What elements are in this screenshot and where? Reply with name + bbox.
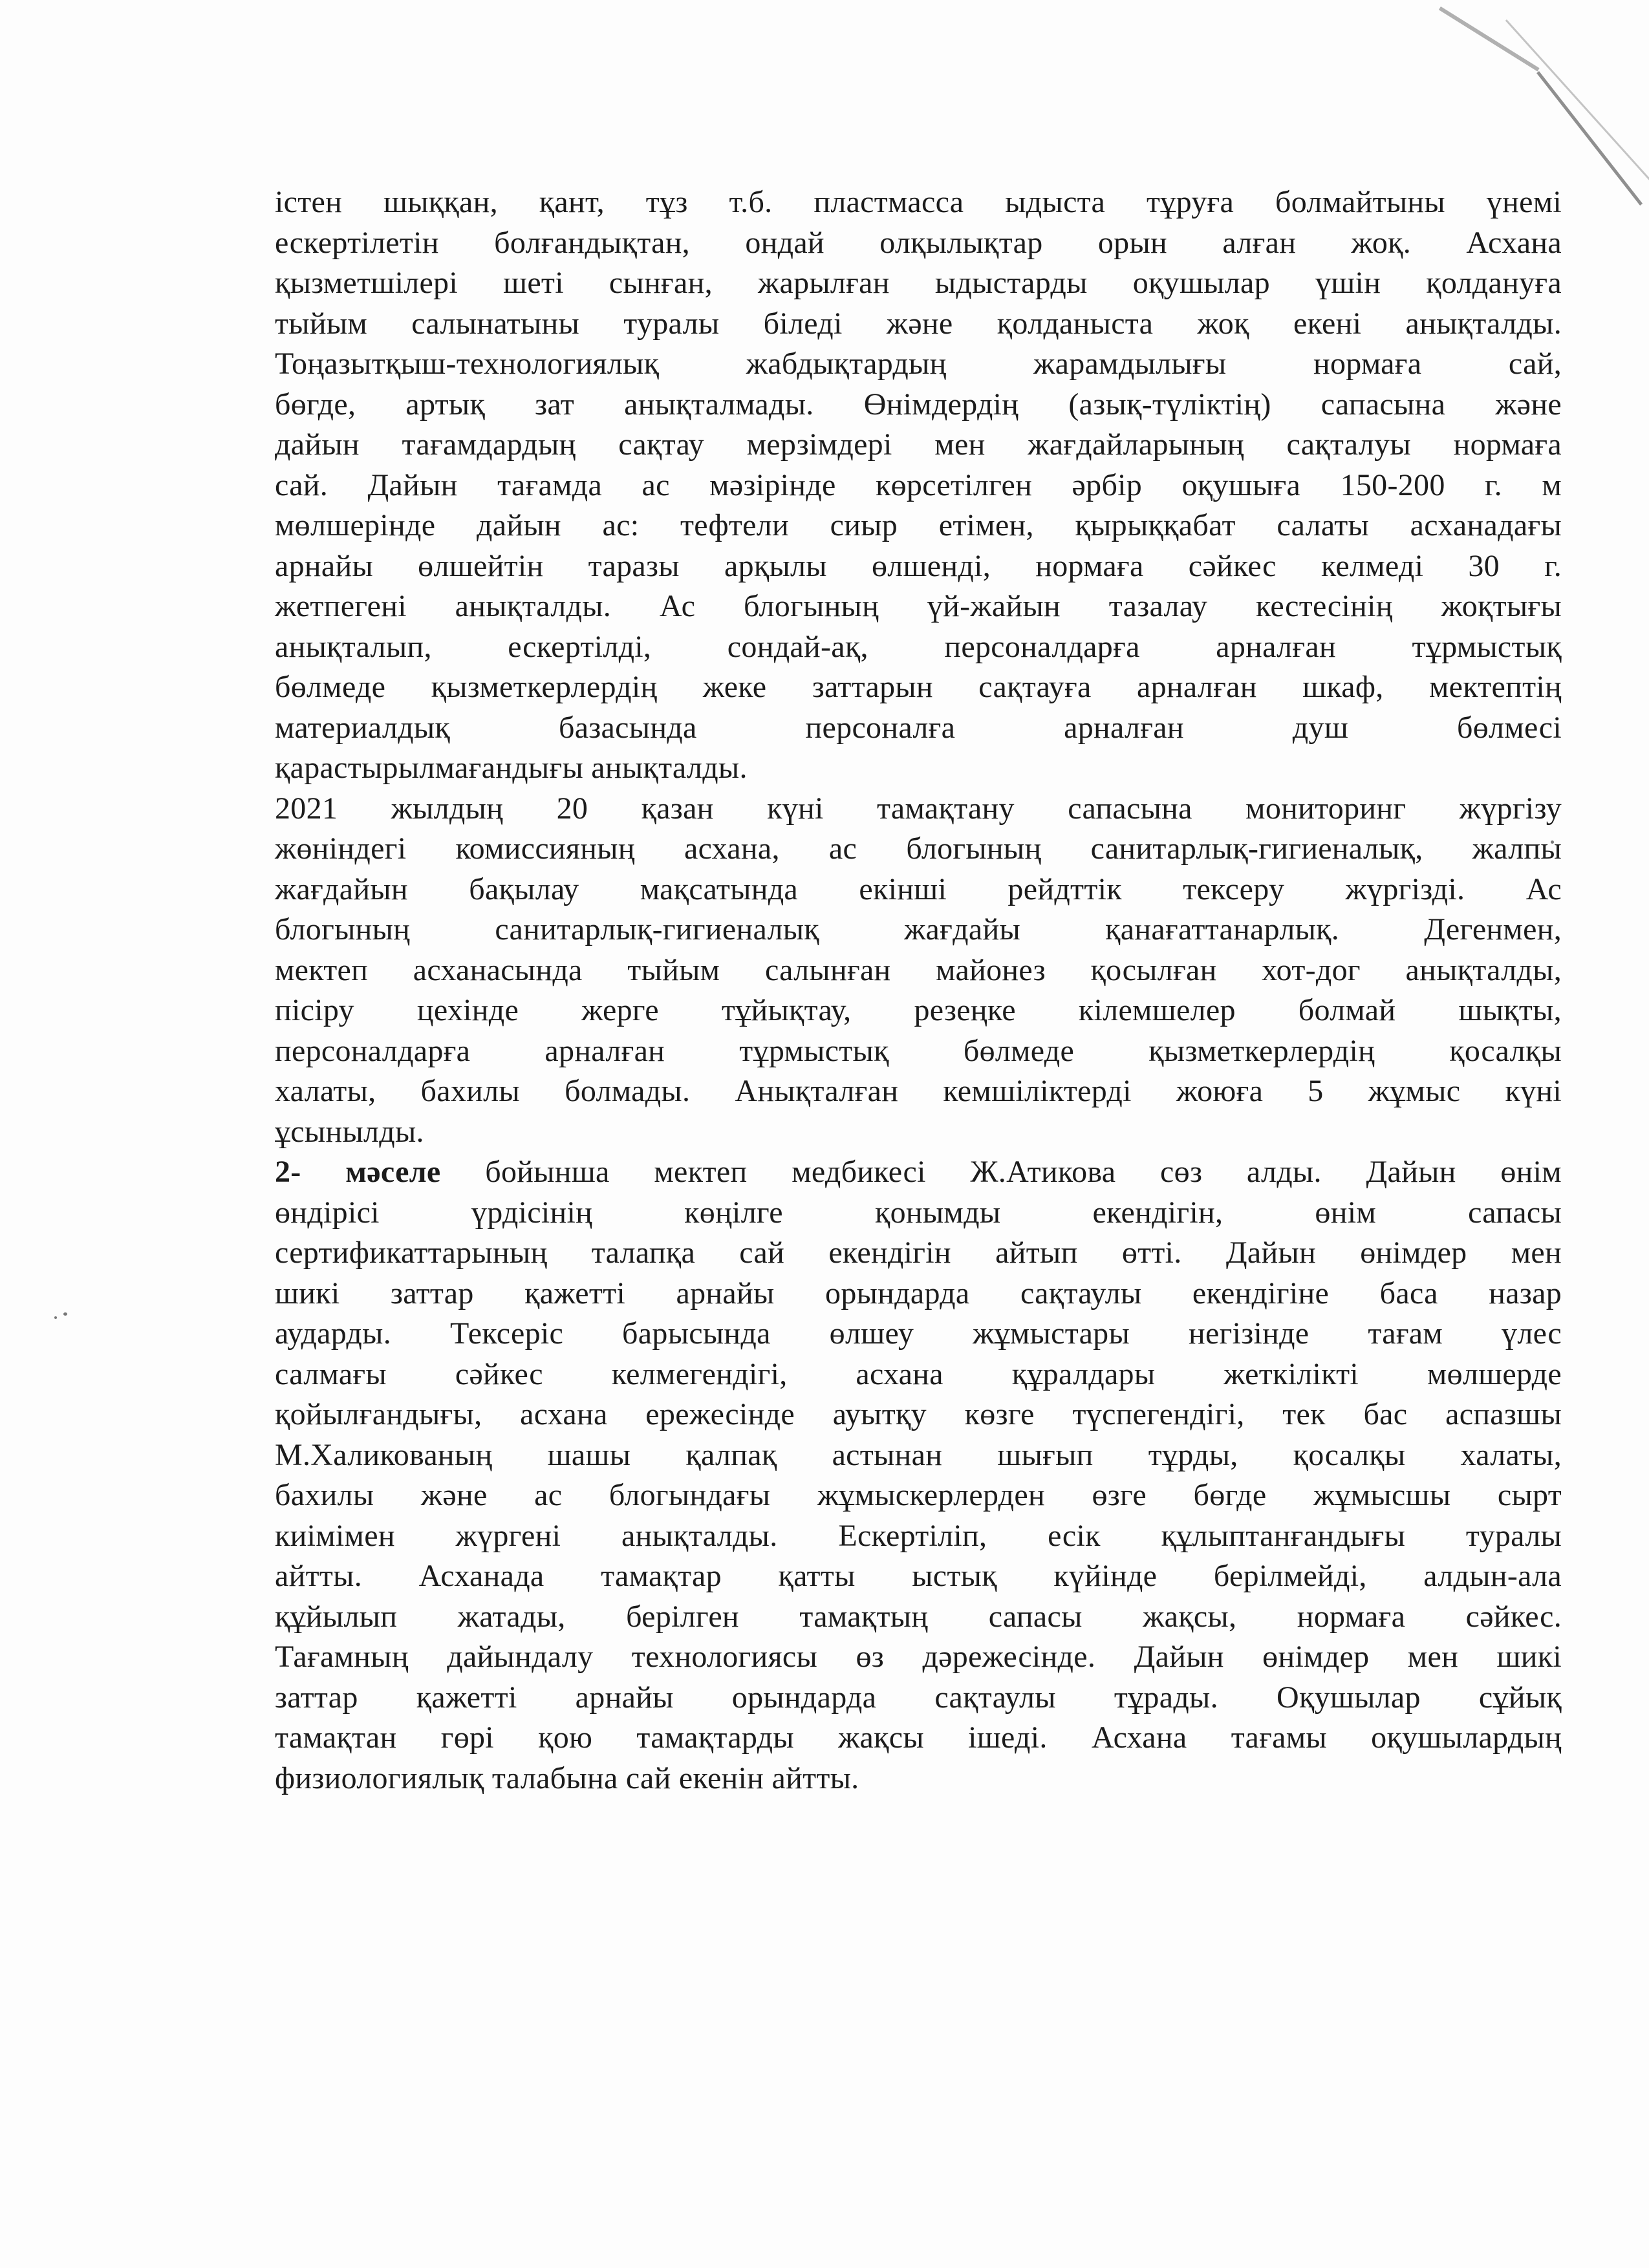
text-line	[275, 1152, 1562, 1193]
text-line: қызметшілері шеті сынған, жарылған ыдыстарды оқушылар үшін қолдануға	[275, 266, 1562, 300]
text-line: бахилы және ас блогындағы жұмыскерлерден өзге бөгде жұмысшы сырт	[275, 1478, 1562, 1512]
text-line: тамақтан гөрі қою тамақтарды жақсы ішеді. Асхана тағамы оқушылардың	[275, 1720, 1562, 1755]
text-line-rest: бойынша мектеп медбикесі Ж.Атикова сөз алды. Дайын өнім	[440, 1155, 1562, 1189]
text-line: ескертілетін болғандықтан, ондай олқылықтар орын алған жоқ. Асхана	[275, 225, 1562, 260]
paragraph-issue-2	[275, 1152, 1562, 1799]
text-line: физиологиялық талабына сай екенін айтты.	[275, 1760, 859, 1795]
text-line: Тоңазытқыш-технологиялық жабдықтардың жарамдылығы нормаға сай,	[275, 347, 1562, 381]
text-line: анықталып, ескертілді, сондай-ақ, персоналдарға арналған тұрмыстық	[275, 629, 1562, 664]
text-line: мектеп асханасында тыйым салынған майонез қосылған хот-дог анықталды,	[275, 952, 1562, 987]
text-line: арнайы өлшейтін таразы арқылы өлшенді, нормаға сәйкес келмеді 30 г.	[275, 548, 1562, 583]
text-line: пісіру цехінде жерге тұйықтау, резеңке кілемшелер болмай шықты,	[275, 993, 1562, 1027]
text-line: сай. Дайын тағамда ас мәзірінде көрсетілген әрбір оқушыға 150-200 г. м	[275, 467, 1562, 502]
folded-corner-edge	[1505, 19, 1649, 184]
text-line: бөлмеде қызметкерлердің жеке заттарын сақтауға арналған шкаф, мектептің	[275, 670, 1562, 704]
text-line: 2021 жылдың 20 қазан күні тамақтану сапасына мониторинг жүргізу	[275, 791, 1562, 826]
text-line: қарастырылмағандығы анықталды.	[275, 751, 748, 785]
text-line: ұсынылды.	[275, 1114, 424, 1149]
scan-speck	[63, 1312, 67, 1316]
text-line: Тағамның дайындалу технологиясы өз дәрежесінде. Дайын өнімдер мен шикі	[275, 1640, 1562, 1674]
paragraph-kitchen-inspection	[275, 182, 1562, 789]
text-line: мөлшерінде дайын ас: тефтели сиыр етімен, қырыққабат салаты асханадағы	[275, 508, 1562, 542]
text-line: сертификаттарының талапқа сай екендігін айтып өтті. Дайын өнімдер мен	[275, 1236, 1562, 1270]
text-line: құйылып жатады, берілген тамақтың сапасы жақсы, нормаға сәйкес.	[275, 1599, 1562, 1634]
text-line: бөгде, артық зат анықталмады. Өнімдердің (азық-түліктің) сапасына және	[275, 387, 1562, 422]
scan-speck	[54, 1316, 57, 1319]
text-line: тыйым салынатыны туралы біледі және қолданыста жоқ екені анықталды.	[275, 306, 1562, 341]
text-line: аударды. Тексеріс барысында өлшеу жұмыстары негізінде тағам үлес	[275, 1316, 1562, 1351]
issue-number-label: 2- мәселе	[275, 1155, 441, 1189]
text-line: жетпегені анықталды. Ас блогының үй-жайын тазалау кестесінің жоқтығы	[275, 589, 1562, 623]
text-line: киімімен жүргені анықталды. Ескертіліп, есік құлыптанғандығы туралы	[275, 1518, 1562, 1553]
text-line: істен шыққан, қант, тұз т.б. пластмасса ыдыста тұруға болмайтыны үнемі	[275, 185, 1562, 219]
text-line: шикі заттар қажетті арнайы орындарда сақтаулы екендігіне баса назар	[275, 1276, 1562, 1311]
text-line: жағдайын бақылау мақсатында екінші рейдттік тексеру жүргізді. Ас	[275, 872, 1562, 906]
text-line: салмағы сәйкес келмегендігі, асхана құралдары жеткілікті мөлшерде	[275, 1356, 1562, 1391]
text-line: халаты, бахилы болмады. Анықталған кемшіліктерді жоюға 5 жұмыс күні	[275, 1074, 1562, 1108]
text-line: жөніндегі комиссияның асхана, ас блогының санитарлық-гигиеналық, жалпы	[275, 831, 1562, 866]
paragraph-second-raid-check	[275, 789, 1562, 1153]
document-body	[275, 182, 1562, 1799]
text-line: М.Халикованың шашы қалпақ астынан шығып тұрды, қосалқы халаты,	[275, 1437, 1562, 1472]
text-line: персоналдарға арналған тұрмыстық бөлмеде қызметкерлердің қосалқы	[275, 1033, 1562, 1068]
text-line: материалдық базасында персоналға арналған душ бөлмесі	[275, 710, 1562, 745]
text-line: айтты. Асханада тамақтар қатты ыстық күйінде берілмейді, алдын-ала	[275, 1559, 1562, 1593]
text-line: заттар қажетті арнайы орындарда сақтаулы тұрады. Оқушылар сұйық	[275, 1680, 1562, 1715]
text-line: өндірісі үрдісінің көңілге қонымды екендігін, өнім сапасы	[275, 1195, 1562, 1230]
text-line: қойылғандығы, асхана ережесінде ауытқу көзге түспегендігі, тек бас аспазшы	[275, 1397, 1562, 1431]
text-line: блогының санитарлық-гигиеналық жағдайы қанағаттанарлық. Дегенмен,	[275, 912, 1562, 947]
text-line: дайын тағамдардың сақтау мерзімдері мен жағдайларының сақталуы нормаға	[275, 427, 1562, 462]
